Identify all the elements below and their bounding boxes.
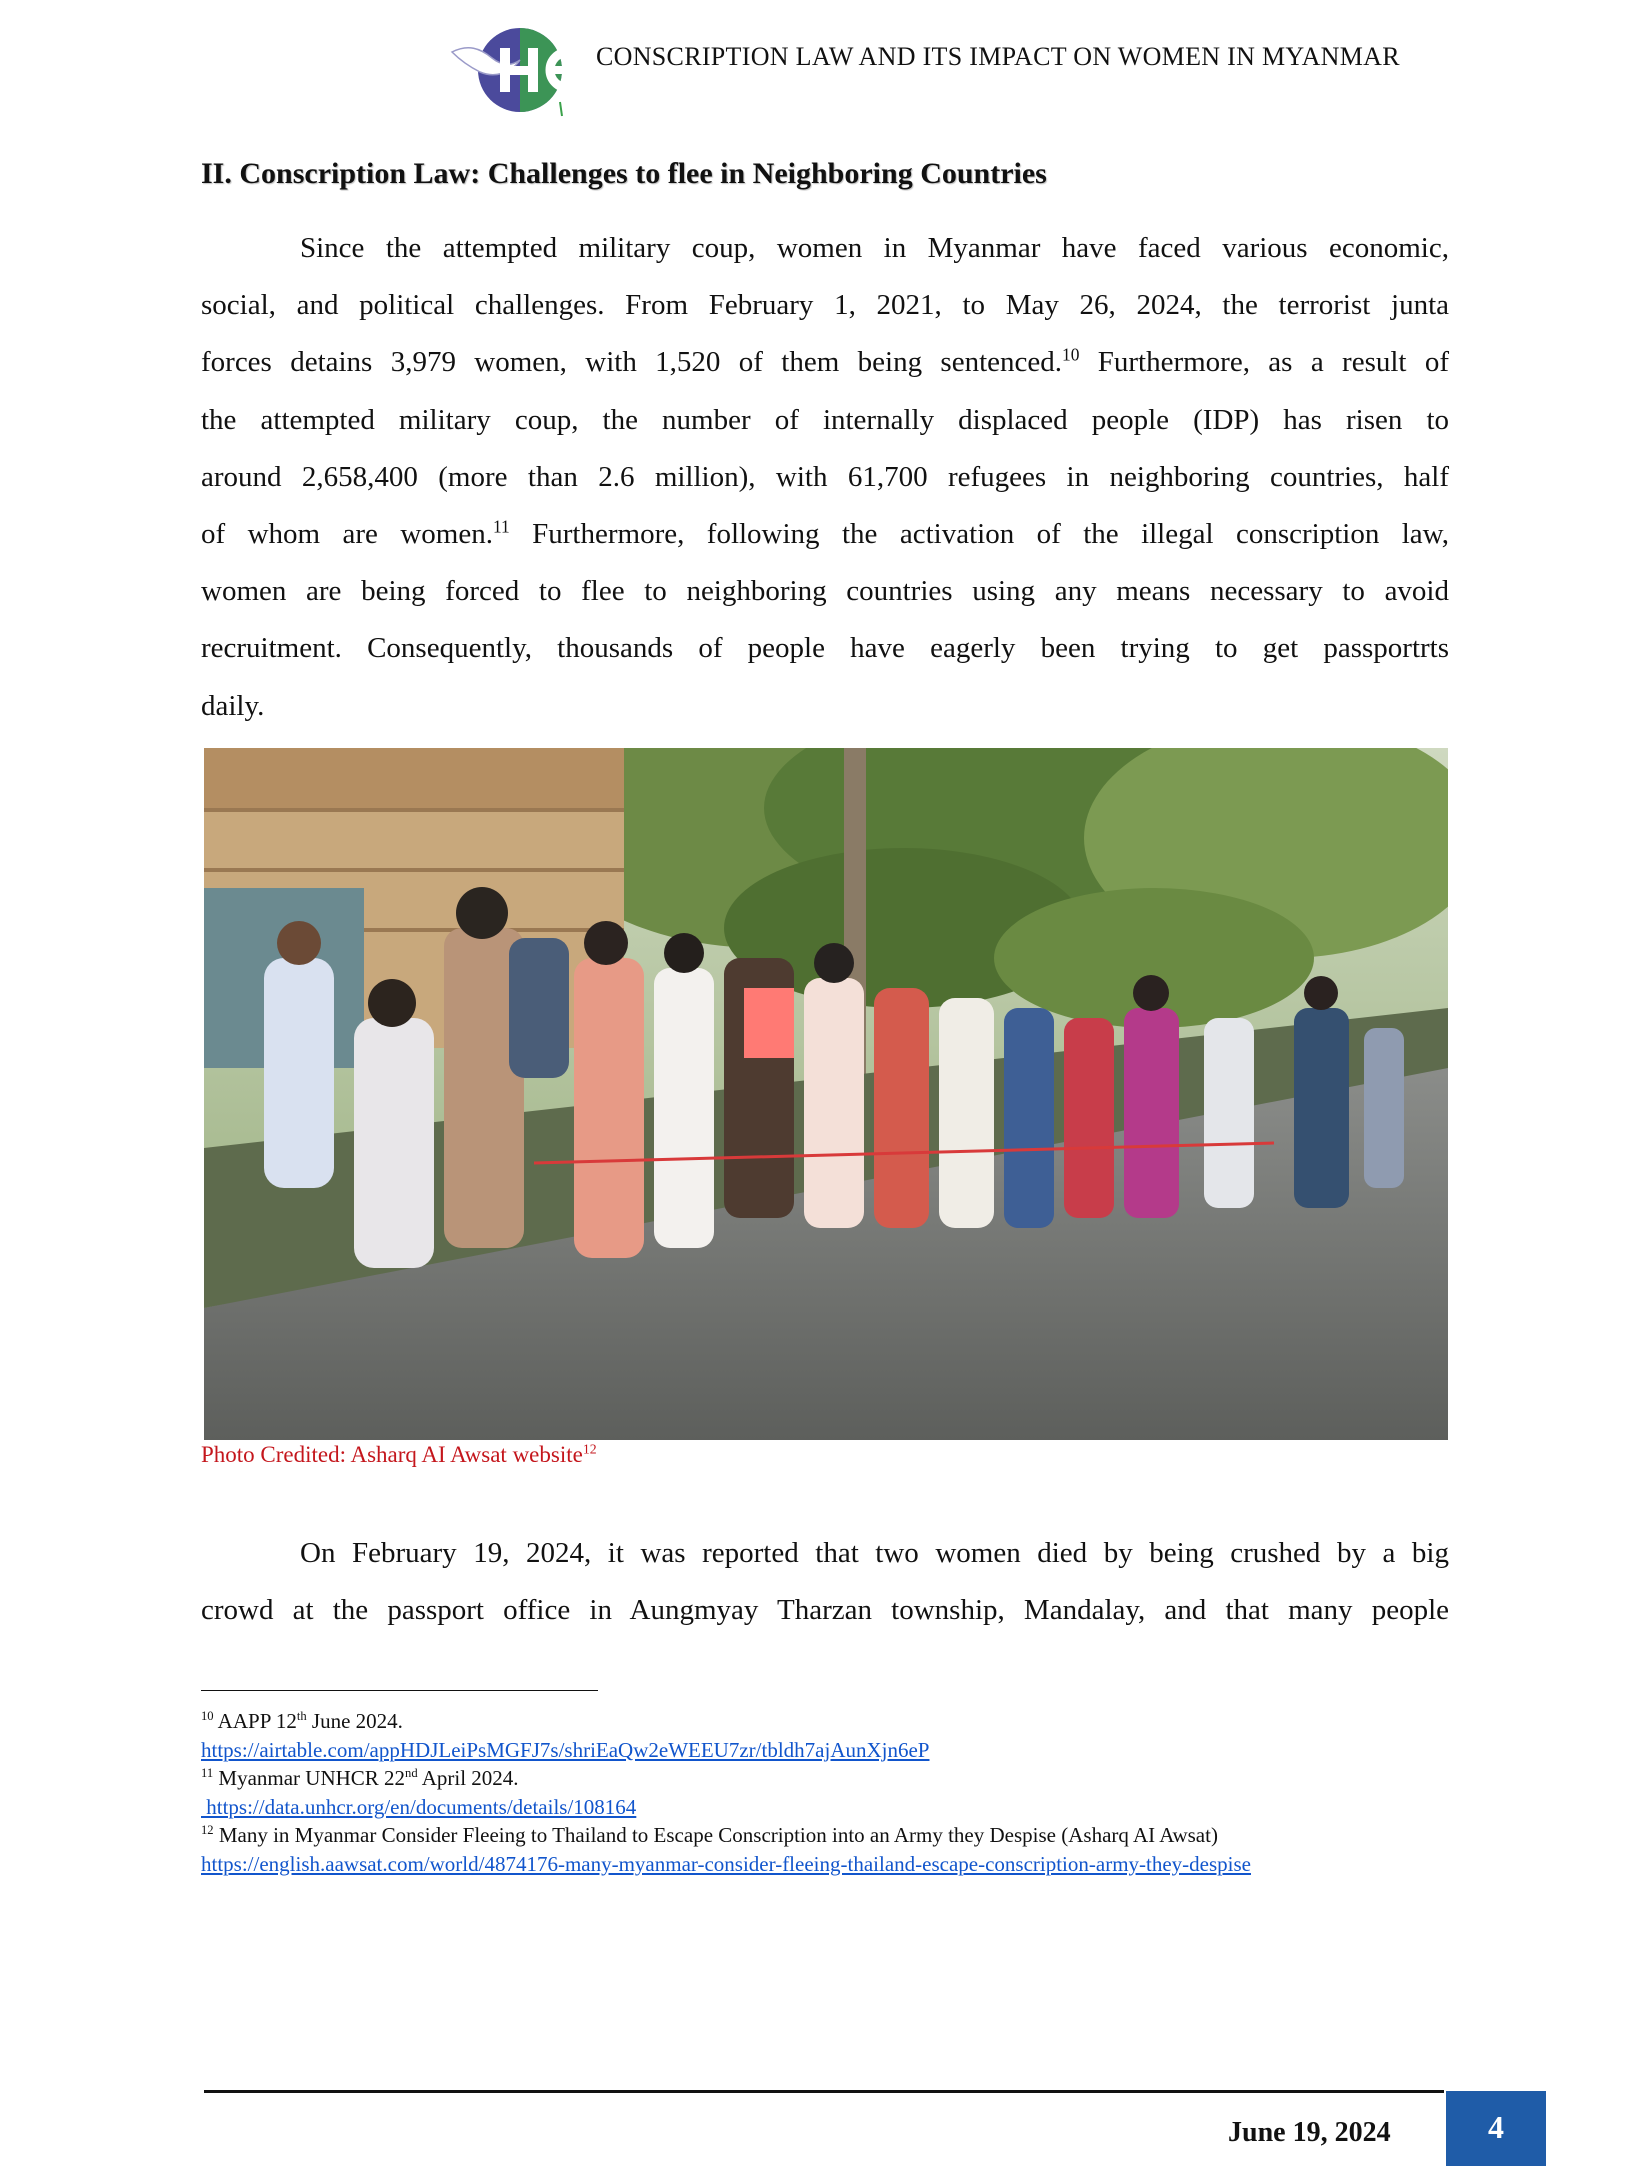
footnote-number: 10: [201, 1709, 214, 1723]
photo-credit-text: Photo Credited: Asharq AI Awsat website: [201, 1442, 583, 1467]
text-line: crowd at the passport office in Aungmyay Tharzan township, Mandalay, and that many people: [201, 1594, 1449, 1627]
text-run: forces detains 3,979 women, with 1,520 of them being sentenced.: [201, 346, 1062, 379]
text-run: of whom are women.: [201, 517, 493, 550]
dove-he-logo-icon: [450, 22, 585, 117]
footnote-text: AAPP 12: [213, 1709, 297, 1733]
footnote-number: 11: [201, 1766, 214, 1780]
text-line: daily.: [201, 689, 265, 722]
text-line: around 2,658,400 (more than 2.6 million), with 61,700 refugees in neighboring countries, half: [201, 460, 1449, 493]
header-title: CONSCRIPTION LAW AND ITS IMPACT ON WOMEN IN MYANMAR: [596, 42, 1400, 71]
text-line: [201, 506, 1449, 563]
footnote-sup: nd: [405, 1766, 418, 1780]
text-line: recruitment. Consequently, thousands of people have eagerly been trying to get passportrts: [201, 632, 1449, 665]
footnote-text: Myanmar UNHCR 22: [213, 1766, 406, 1790]
footnotes: [201, 1707, 1251, 1878]
body-paragraph-1: [201, 220, 1449, 735]
footnote-10: [201, 1707, 1251, 1736]
text-line: [201, 334, 1449, 391]
text-line: On February 19, 2024, it was reported that two women died by being crushed by a big: [300, 1537, 1449, 1569]
footnote-link[interactable]: https://airtable.com/appHDJLeiPsMGFJ7s/shriEaQw2eWEEU7zr/tbldh7ajAunXjn6eP: [201, 1737, 930, 1762]
footnote-text: Many in Myanmar Consider Fleeing to Thailand to Escape Conscription into an Army they Despise (Asharq AI Awsat): [213, 1823, 1218, 1847]
text-line: Since the attempted military coup, women in Myanmar have faced various economic,: [300, 232, 1449, 264]
text-line: social, and political challenges. From February 1, 2021, to May 26, 2024, the terrorist junta: [201, 289, 1449, 322]
crowd-queue-photo: [204, 748, 1448, 1440]
footer-date: June 19, 2024: [1228, 2117, 1391, 2148]
photo-credit: [201, 1442, 597, 1468]
footnote-ref-10[interactable]: 10: [1062, 344, 1080, 365]
footer-divider: [204, 2090, 1444, 2093]
footnote-divider: [201, 1690, 598, 1691]
text-run: Furthermore, as a result of: [1079, 346, 1449, 379]
footnote-text: April 2024.: [417, 1766, 519, 1790]
section-heading: II. Conscription Law: Challenges to flee in Neighboring Countries: [201, 157, 1047, 190]
text-line: the attempted military coup, the number of internally displaced people (IDP) has risen to: [201, 403, 1449, 436]
body-paragraph-2: [201, 1525, 1449, 1639]
footnote-ref-11[interactable]: 11: [492, 516, 510, 537]
footnote-number: 12: [201, 1823, 214, 1837]
text-run: Furthermore, following the activation of the illegal conscription law,: [509, 517, 1449, 550]
footnote-link[interactable]: https://data.unhcr.org/en/documents/details/108164: [201, 1794, 637, 1819]
page-number: 4: [1446, 2091, 1546, 2166]
footnote-12: [201, 1821, 1251, 1850]
text-line: women are being forced to flee to neighboring countries using any means necessary to avoid: [201, 575, 1449, 608]
footnote-ref-12[interactable]: 12: [582, 1441, 597, 1457]
footnote-link[interactable]: https://english.aawsat.com/world/4874176-many-myanmar-consider-fleeing-thailand-escape-conscription-army-they-despise: [201, 1851, 1251, 1876]
footnote-text: June 2024.: [306, 1709, 403, 1733]
footnote-sup: th: [296, 1709, 307, 1723]
footnote-11: [201, 1764, 1251, 1793]
